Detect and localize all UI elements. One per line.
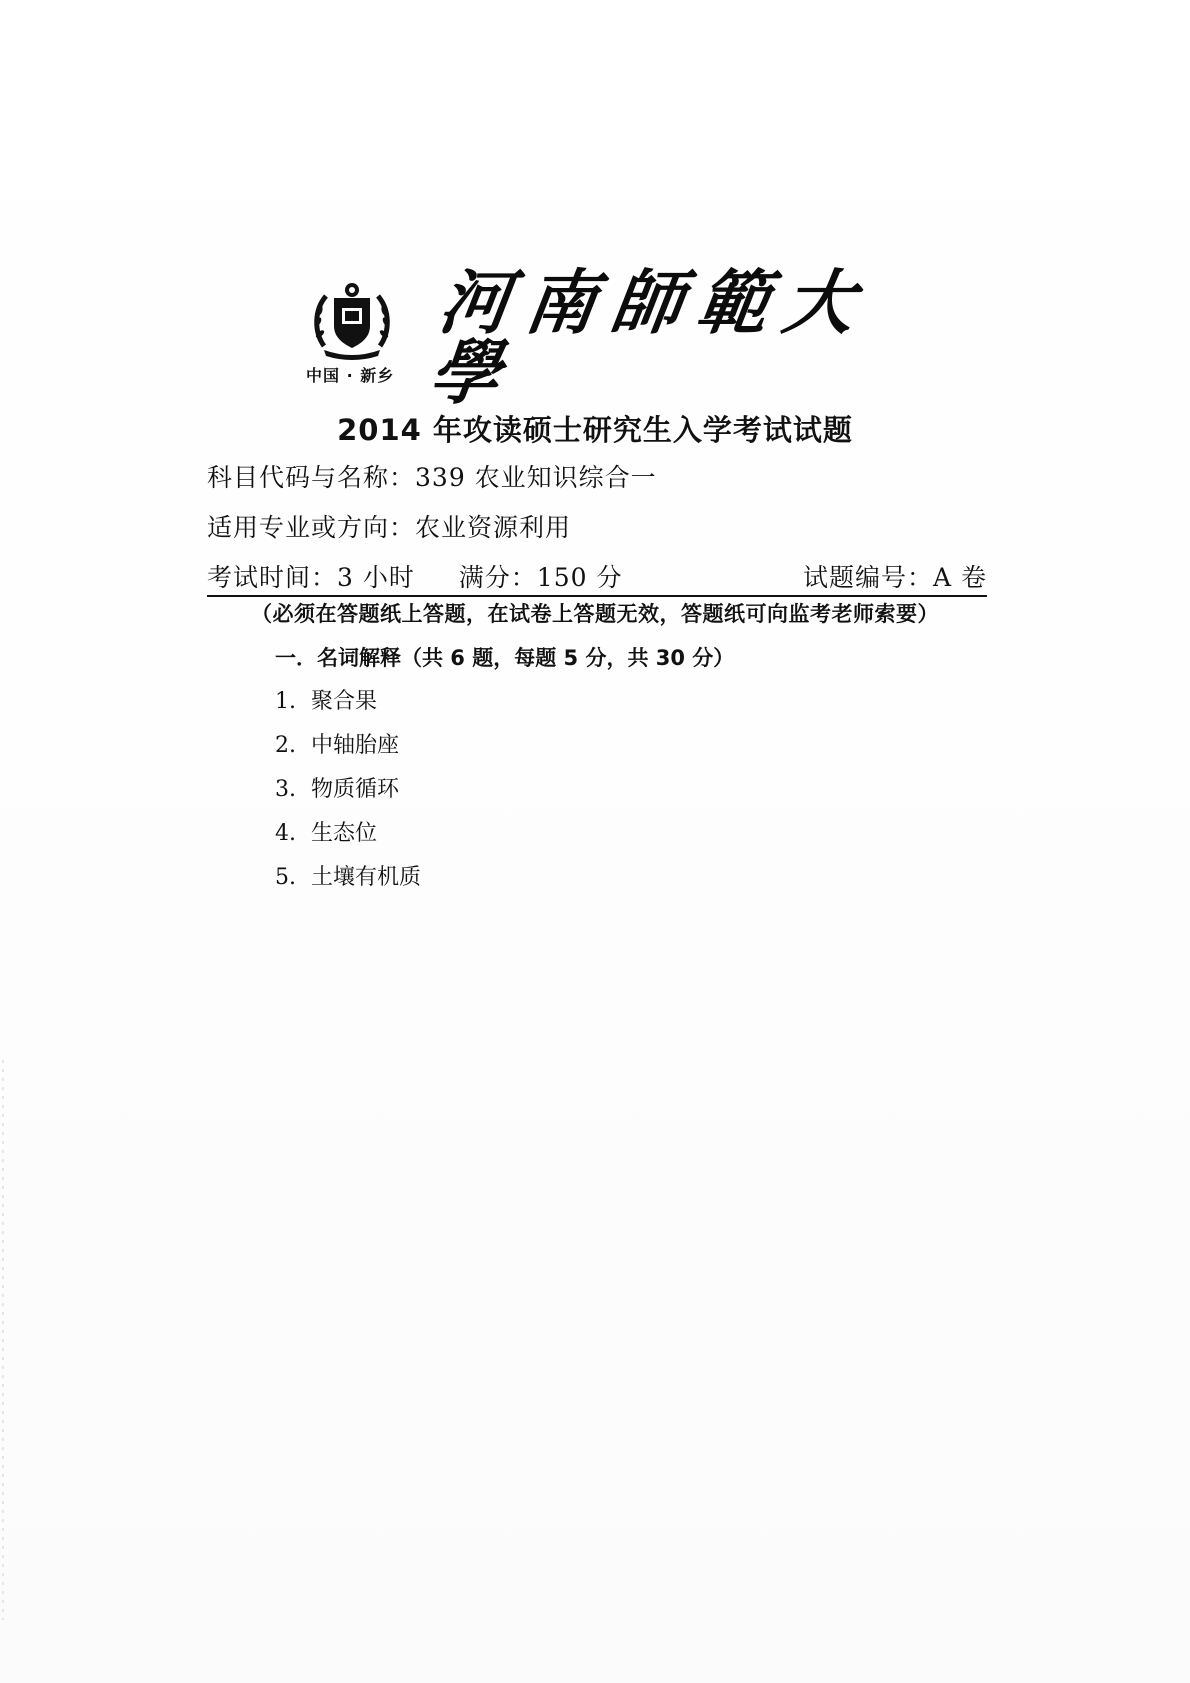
university-wordmark: 河南師範大學: [424, 261, 876, 414]
major-label: 适用专业或方向：: [207, 513, 416, 542]
subject-line: [207, 458, 657, 494]
emblem-caption: 中国 · 新乡: [306, 366, 395, 385]
scan-edge-artifact: [2, 1060, 4, 1620]
paper-label: 试题编号：: [802, 563, 933, 592]
question-item: [275, 860, 421, 904]
question-number: 4.: [275, 821, 296, 846]
time-value: 3 小时: [337, 563, 415, 592]
question-number: 3.: [275, 777, 296, 802]
question-text: 中轴胎座: [311, 733, 400, 758]
question-item: [275, 728, 421, 772]
question-number: 1.: [275, 689, 296, 714]
question-number: 5.: [275, 865, 296, 890]
question-item: [275, 772, 421, 816]
question-text: 物质循环: [311, 777, 400, 802]
question-item: [275, 816, 421, 860]
question-text: 生态位: [311, 821, 378, 846]
exam-title: 2014 年攻读硕士研究生入学考试试题: [337, 413, 853, 447]
subject-label: 科目代码与名称：: [207, 463, 416, 492]
question-list: [275, 684, 421, 904]
score-label: 满分：: [458, 563, 537, 592]
university-header: [300, 261, 900, 414]
answer-notice: （必须在答题纸上答题，在试卷上答题无效，答题纸可向监考老师索要）: [251, 602, 939, 626]
exam-info-row: [207, 558, 987, 594]
header-divider: [207, 595, 987, 597]
subject-value: 339 农业知识综合一: [415, 463, 657, 492]
paper-value: A 卷: [932, 563, 987, 592]
section-title: 一．名词解释（共 6 题，每题 5 分，共 30 分）: [275, 646, 735, 670]
major-value: 农业资源利用: [415, 513, 572, 542]
time-label: 考试时间：: [207, 563, 338, 592]
question-text: 聚合果: [311, 689, 378, 714]
question-text: 土壤有机质: [311, 865, 422, 890]
question-item: [275, 684, 421, 728]
score-value: 150 分: [536, 563, 623, 592]
paper-code: [803, 558, 987, 594]
major-line: [207, 508, 571, 544]
question-number: 2.: [275, 733, 296, 758]
university-emblem-icon: [310, 276, 394, 360]
